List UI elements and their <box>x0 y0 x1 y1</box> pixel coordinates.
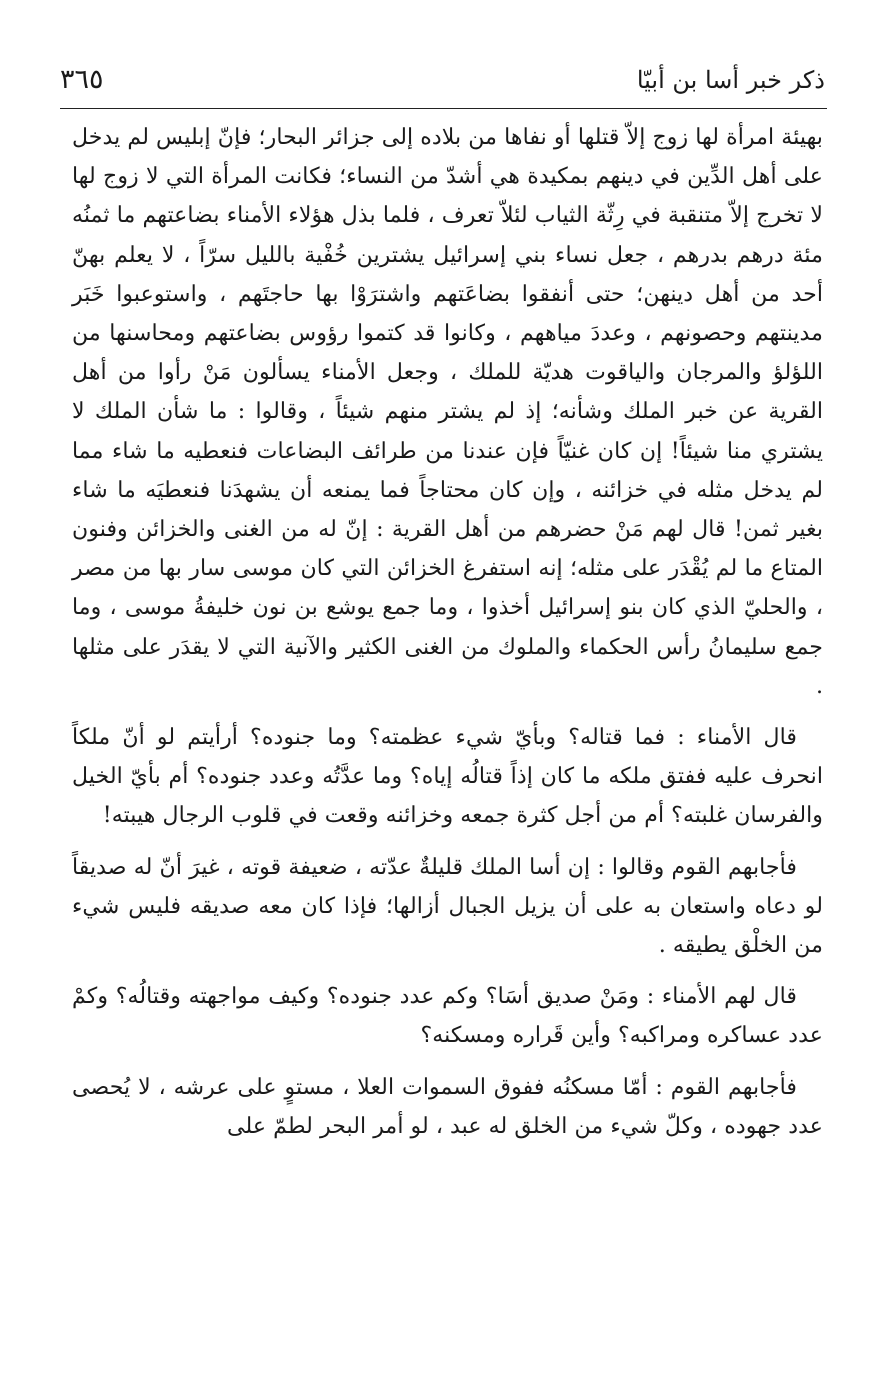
paragraph-2: قال الأمناء : فما قتاله؟ وبأيّ شيء عظمته؟ وما جنوده؟ أرأيتم لو أنّ ملكاً انحرف عليه ففتق ملكه ما كان إذاً قتالُه إياه؟ وما عدَّتُه وعدد جنوده؟ أم بأيّ الخيل والفرسان غلبته؟ أم من أجل كثرة جمعه وخزائنه وقعت في قلوب الرجال هيبته! <box>72 724 823 829</box>
page-header <box>60 58 825 102</box>
running-title: ذكر خبر أسا بن أبيّا <box>636 66 825 94</box>
paragraph-3: فأجابهم القوم وقالوا : إن أسا الملك قليلةٌ عدّته ، ضعيفة قوته ، غيرَ أنّ له صديقاً لو دعاه واستعان به على أن يزيل الجبال أزالها؛ فإذا كان معه صديقه فليس شيء من الخلْق يطيقه . <box>72 853 823 959</box>
page-body <box>72 118 823 1146</box>
paragraph-4: قال لهم الأمناء : ومَنْ صديق أسَا؟ وكم عدد جنوده؟ وكيف مواجهته وقتالُه؟ وكمْ عدد عساكره ومراكبه؟ وأين قَراره ومسكنه؟ <box>72 983 823 1049</box>
paragraph-1: بهيئة امرأة لها زوج إلاّ قتلها أو نفاها من بلاده إلى جزائر البحار؛ فإنّ إبليس لم يدخل على أهل الدِّين في دينهم بمكيدة هي أشدّ من النساء؛ فكانت المرأة التي لا زوج لها لا تخرج إلاّ متنقبة في رِثّة الثياب لئلاّ تعرف ، فلما بذل هؤلاء الأمناء بضاعتهم ما ثمنُه مئة درهم بدرهم ، جعل نساء بني إسرائيل يشترين خُفْية بالليل سرّاً ، لا يعلم بهنّ أحد من أهل دينهن؛ حتى أنفقوا بضاعَتهم واشترَوْا بها حاجتَهم ، واستوعبوا خَبَر مدينتهم وحصونهم ، وعددَ مياههم ، وكانوا قد كتموا رؤوس بضاعتهم ومحاسنها من اللؤلؤ والمرجان والياقوت هديّة للملك ، وجعل الأمناء يسألون مَنْ رأوا من أهل القرية عن خبر الملك وشأنه؛ إذ لم يشتر منهم شيئاً ، وقالوا : ما شأن الملك لا يشتري منا شيئاً! إن كان غنيّاً فإن عندنا من طرائف البضاعات فنعطيه ما شاء مما لم يدخل مثله في خزائنه ، وإن كان محتاجاً فما يمنعه أن يشهدَنا فنعطيَه ما شاء بغير ثمن! قال لهم مَنْ حضرهم من أهل القرية : إنّ له من الغنى والخزائن وفنون المتاع ما لم يُقْدَر على مثله؛ إنه استفرغ الخزائن التي كان موسى سار بها من مصر ، والحليّ الذي كان بنو إسرائيل أخذوا ، وما جمع يوشع بن نون خليفةُ موسى ، وما جمع سليمانُ رأس الحكماء والملوك من الغنى الكثير والآنية التي لا يقدَر على مثلها . <box>72 124 823 699</box>
header-divider <box>60 108 827 109</box>
paragraph-5: فأجابهم القوم : أمّا مسكنُه ففوق السموات العلا ، مستوٍ على عرشه ، لا يُحصى عدد جهوده ، وكلّ شيء من الخلق له عبد ، لو أمر البحر لطمّ على <box>72 1073 823 1139</box>
page-number: ٣٦٥ <box>60 64 104 95</box>
